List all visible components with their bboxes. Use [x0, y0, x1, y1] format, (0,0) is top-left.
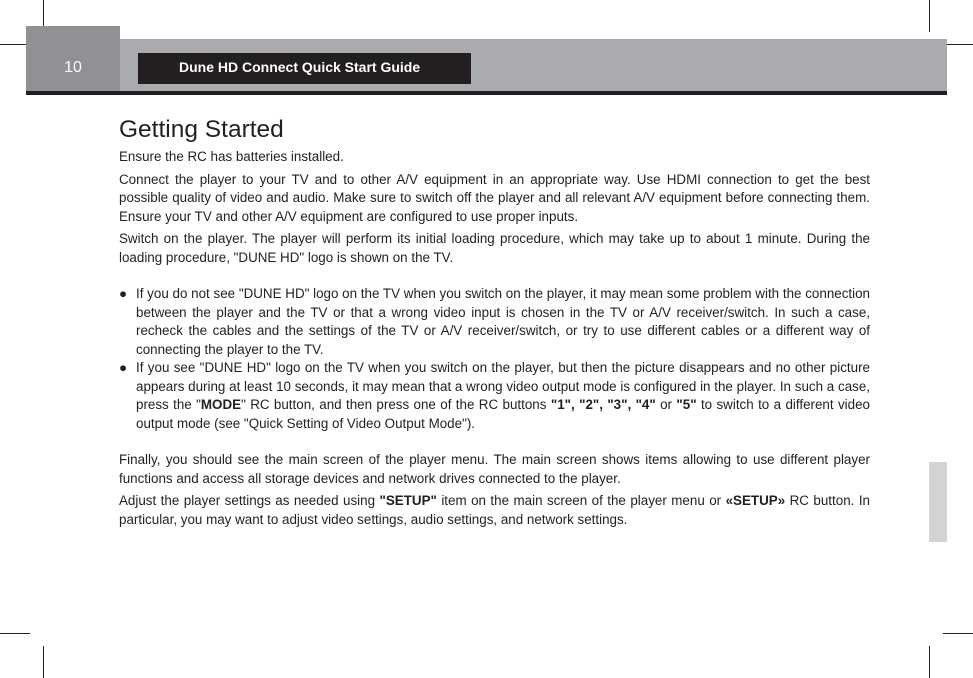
number-buttons-label: "1", "2", "3", "4": [550, 397, 656, 412]
crop-mark: [943, 633, 973, 634]
bullet-text: If you do not see "DUNE HD" logo on the TV when you switch on the player, it may mean some problem with the connection between the player and the TV or that a wrong video input is chosen in the TV or A/V receiver/switch. In such a case, recheck the cables and the settings of the TV or A/V receiver/switch, or try to use different cables or a different way of connecting the player to the TV.: [136, 286, 870, 357]
number-button-5-label: "5": [676, 397, 697, 412]
bullet-text: to switch to a different video output mode (see "Quick Setting of Video Output Mode").: [136, 397, 870, 431]
bullet-dot: ●: [119, 360, 128, 375]
bullet-text: If you see "DUNE HD" logo on the TV when you switch on the player, but then the picture disappears and no other picture appears during at least 10 seconds, it may mean that a wrong video output mode is configured in the player. In such a case, press the ": [136, 360, 870, 412]
crop-mark: [0, 633, 30, 634]
bullet-text: " RC button, and then press one of the RC buttons: [241, 397, 551, 412]
section-heading: Getting Started: [119, 116, 284, 143]
page-content: [119, 114, 870, 533]
crop-mark: [929, 646, 930, 678]
crop-mark: [43, 646, 44, 678]
paragraph: Connect the player to your TV and to other A/V equipment in an appropriate way. Use HDMI connection to get the best possible quality of video and audio. Make sure to switch off the player and all relevant A/V equipment before connecting them. Ensure your TV and other A/V equipment are configured to use proper inputs.: [119, 171, 870, 224]
header-rule: [26, 91, 947, 95]
bullet-item: [119, 359, 870, 433]
mode-button-label: MODE: [200, 397, 242, 412]
bullet-dot: ●: [119, 286, 128, 301]
side-tab: [929, 462, 947, 542]
paragraph-text: item on the main screen of the player menu or: [436, 493, 726, 508]
page-number: 10: [64, 59, 82, 76]
paragraph-text: RC button. In particular, you may want to adjust video settings, audio settings, and network settings.: [119, 493, 870, 527]
paragraph-text: Adjust the player settings as needed using: [119, 493, 380, 508]
document-title: Dune HD Connect Quick Start Guide: [138, 53, 471, 84]
setup-item-label: "SETUP": [379, 493, 437, 508]
bullet-item: [119, 285, 870, 359]
paragraph: Finally, you should see the main screen of the player menu. The main screen shows items allowing to use different player functions and access all storage devices and network drives connected to the player.: [119, 452, 870, 486]
bullet-text: or: [655, 397, 677, 412]
setup-button-label: «SETUP»: [725, 493, 786, 508]
crop-mark: [929, 0, 930, 32]
paragraph: Ensure the RC has batteries installed.: [119, 149, 344, 164]
paragraph: [119, 492, 870, 529]
crop-mark: [943, 44, 973, 45]
paragraph: Switch on the player. The player will perform its initial loading procedure, which may take up to about 1 minute. During the loading procedure, "DUNE HD" logo is shown on the TV.: [119, 231, 870, 265]
